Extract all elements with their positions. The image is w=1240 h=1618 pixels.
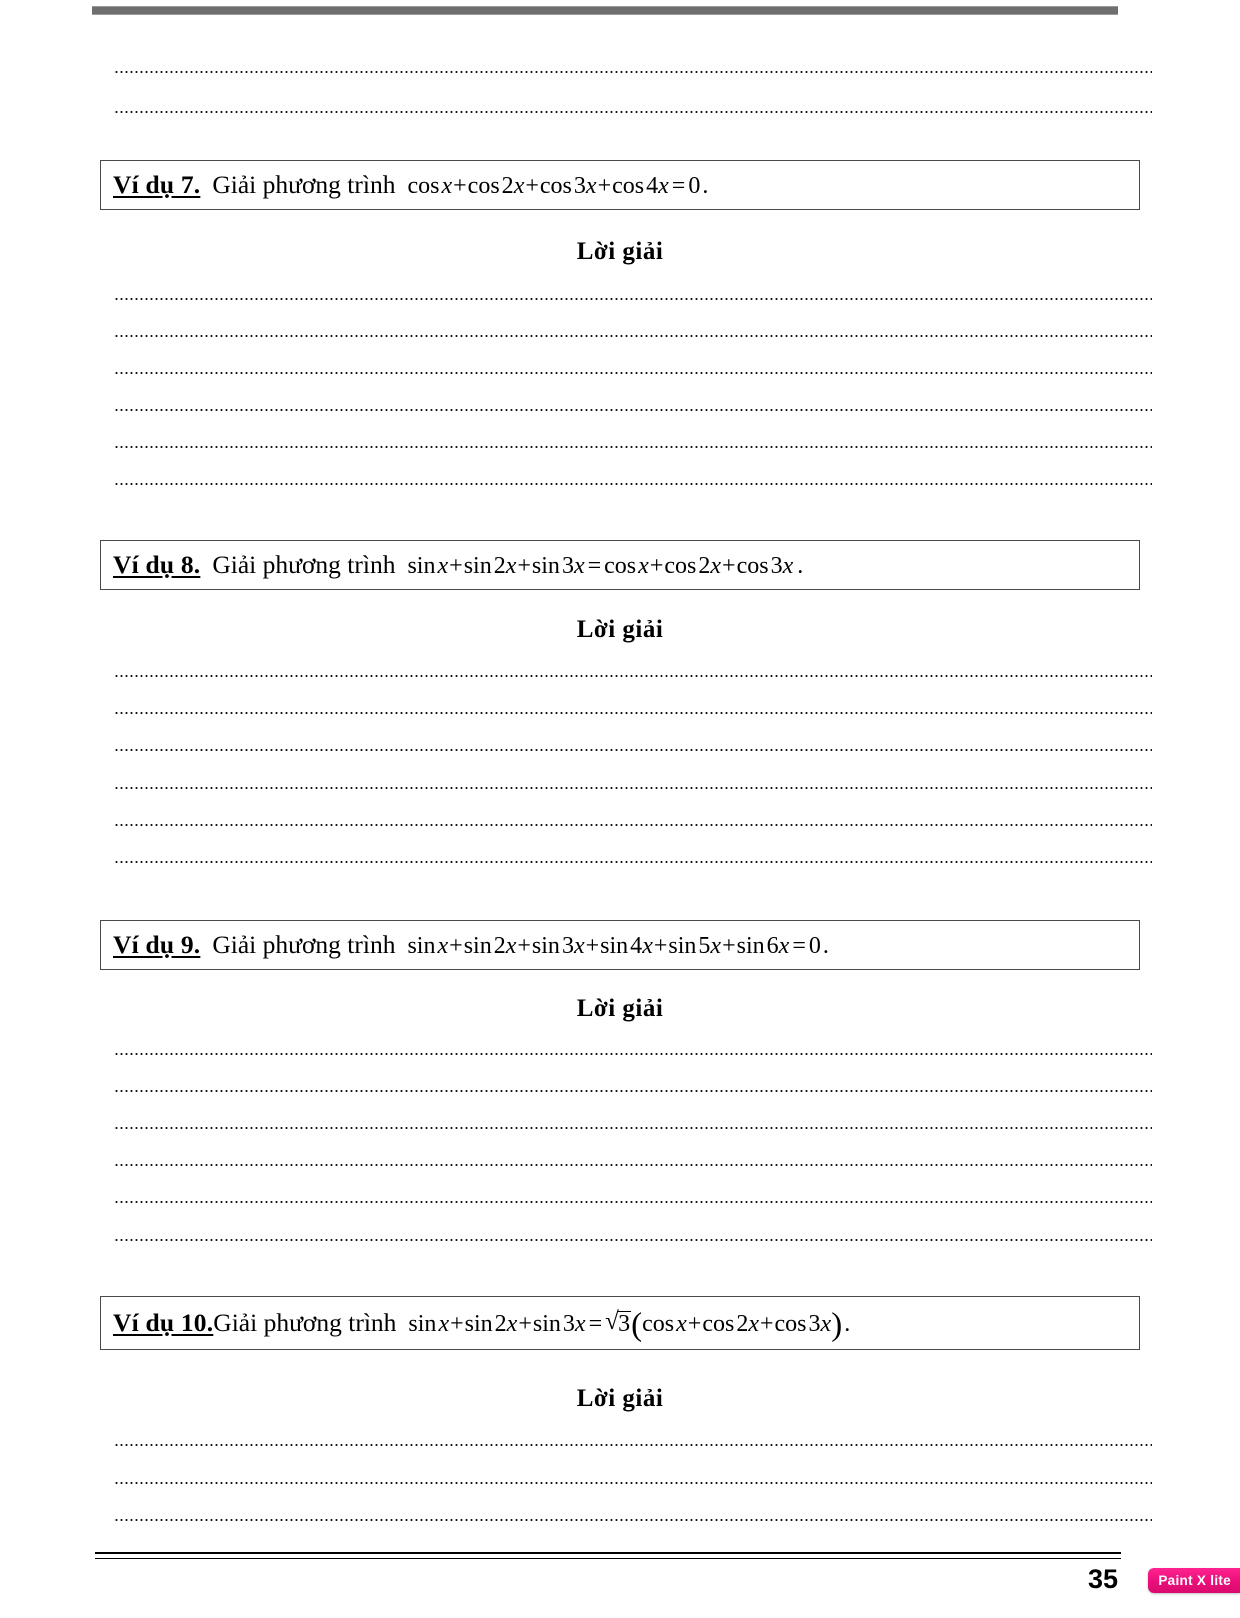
example-7-content xyxy=(101,170,718,201)
answer-dotted-line xyxy=(114,408,1152,412)
example-8-content xyxy=(101,550,813,581)
answer-dotted-line xyxy=(114,334,1152,338)
example-8-prompt: Giải phương trình xyxy=(212,549,396,579)
answer-dotted-line xyxy=(114,445,1152,449)
answer-dotted-line xyxy=(114,711,1152,715)
example-box-9 xyxy=(100,920,1140,970)
answer-dotted-line xyxy=(114,1443,1152,1447)
example-8-equation: sin x+sin 2x+sin 3x = cos x+cos 2x+cos 3x . xyxy=(407,552,804,579)
solution-heading-7: Lời giải xyxy=(576,238,664,265)
answer-dotted-line xyxy=(114,482,1152,486)
solution-heading-9: Lời giải xyxy=(576,995,664,1022)
example-10-prompt: Giải phương trình xyxy=(213,1307,397,1337)
answer-dotted-line xyxy=(114,1163,1152,1167)
answer-dotted-line xyxy=(114,297,1152,301)
answer-dotted-line xyxy=(114,786,1152,790)
answer-dotted-line xyxy=(114,748,1152,752)
example-9-content xyxy=(101,930,839,961)
solution-heading-8: Lời giải xyxy=(576,616,664,643)
answer-dotted-line xyxy=(114,371,1152,375)
answer-dotted-line xyxy=(114,674,1152,678)
answer-dotted-line xyxy=(114,1052,1152,1056)
example-8-label: Ví dụ 8. xyxy=(113,549,201,579)
answer-dotted-line xyxy=(114,1481,1152,1485)
example-9-equation: sin x+sin 2x+sin 3x+sin 4x+sin 5x+sin 6x = 0 . xyxy=(407,932,829,959)
example-box-7 xyxy=(100,160,1140,210)
answer-dotted-line xyxy=(114,860,1152,864)
square-root-icon xyxy=(605,1310,631,1339)
answer-dotted-line xyxy=(114,110,1152,114)
answer-dotted-line xyxy=(114,1518,1152,1522)
answer-dotted-line xyxy=(114,70,1152,74)
example-box-10 xyxy=(100,1296,1140,1350)
answer-dotted-line xyxy=(114,1089,1152,1093)
footer-rule xyxy=(95,1552,1121,1559)
page-number: 35 xyxy=(1087,1564,1118,1594)
example-10-content xyxy=(101,1306,860,1343)
answer-dotted-line xyxy=(114,1238,1152,1242)
example-10-equation: sin x+sin 2x+sin 3x = √ 3(cos x+cos 2x+cos 3x) . xyxy=(408,1311,850,1337)
header-rule xyxy=(92,6,1118,15)
example-7-equation: cos x+cos 2x+cos 3x+cos 4x = 0 . xyxy=(407,172,709,199)
answer-dotted-line xyxy=(114,823,1152,827)
radicand: 3 xyxy=(618,1310,631,1337)
answer-dotted-line xyxy=(114,1126,1152,1130)
paint-x-lite-watermark: Paint X lite xyxy=(1148,1568,1240,1593)
answer-dotted-line xyxy=(114,1200,1152,1204)
example-9-label: Ví dụ 9. xyxy=(113,929,201,959)
example-10-label: Ví dụ 10. xyxy=(113,1307,214,1337)
solution-heading-10: Lời giải xyxy=(576,1385,664,1412)
example-7-label: Ví dụ 7. xyxy=(113,169,201,199)
example-box-8 xyxy=(100,540,1140,590)
example-7-prompt: Giải phương trình xyxy=(212,169,396,199)
example-9-prompt: Giải phương trình xyxy=(212,929,396,959)
